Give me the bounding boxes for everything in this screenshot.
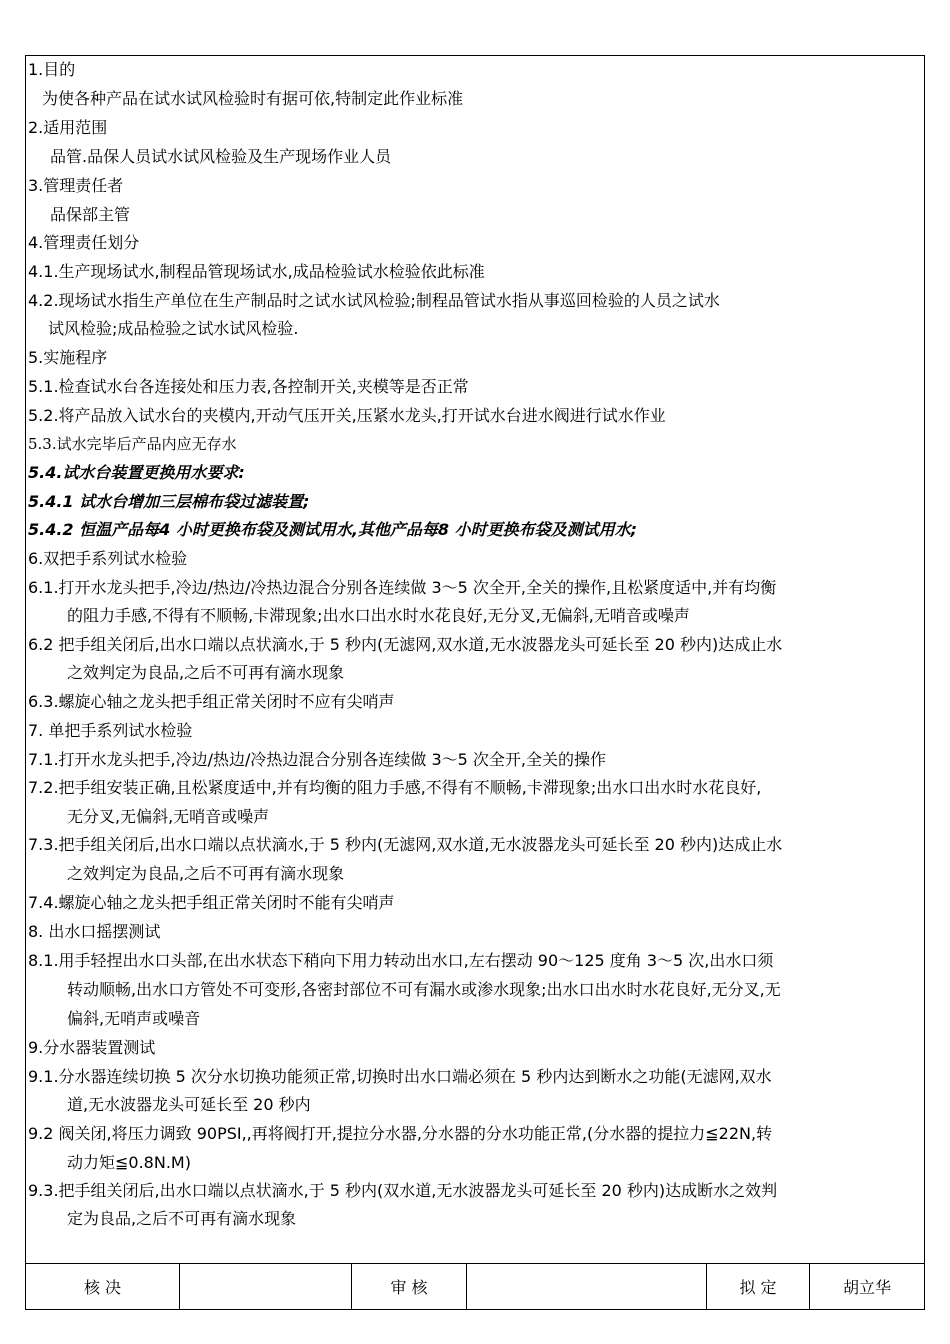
text-line: 5.3.试水完毕后产品内应无存水 [28,435,237,453]
text-line: 道,无水波器龙头可延长至 20 秒内 [67,1095,311,1114]
text-line: 4.管理责任划分 [28,233,140,252]
text-line: 3.管理责任者 [28,176,124,195]
review-value [467,1264,706,1309]
text-line: 4.1.生产现场试水,制程品管现场试水,成品检验试水检验依此标准 [28,262,485,281]
review-label: 审 核 [390,1278,428,1297]
text-line: 9.1.分水器连续切换 5 次分水切换功能须正常,切换时出水口端必须在 5 秒内达到断水之功能(无滤网,双水 [28,1067,772,1086]
text-line: 6.3.螺旋心轴之龙头把手组正常关闭时不应有尖哨声 [28,692,395,711]
text-line: 为使各种产品在试水试风检验时有据可依,特制定此作业标准 [42,89,464,108]
text-line: 9.分水器装置测试 [28,1038,156,1057]
check-value [180,1264,351,1309]
text-line: 动力矩≦0.8N.M) [67,1153,191,1172]
text-line: 5.4.试水台装置更换用水要求: [28,463,245,482]
text-line: 品管.品保人员试水试风检验及生产现场作业人员 [50,147,392,166]
approval-table [25,1263,925,1310]
text-line: 5.2.将产品放入试水台的夹模内,开动气压开关,压紧水龙头,打开试水台进水阀进行试水作业 [28,406,666,425]
text-line: 之效判定为良品,之后不可再有滴水现象 [67,663,345,682]
text-line: 9.3.把手组关闭后,出水口端以点状滴水,于 5 秒内(双水道,无水波器龙头可延长至 20 秒内)达成断水之效判 [28,1181,778,1200]
text-line: 4.2.现场试水指生产单位在生产制品时之试水试风检验;制程品管试水指从事巡回检验的人员之试水 [28,291,720,310]
draft-label: 拟 定 [739,1278,777,1297]
text-line: 的阻力手感,不得有不顺畅,卡滞现象;出水口出水时水花良好,无分叉,无偏斜,无哨音或噪声 [67,606,690,625]
text-line: 5.4.2 恒温产品每4 小时更换布袋及测试用水,其他产品每8 小时更换布袋及测试用水; [28,520,638,539]
text-line: 6.双把手系列试水检验 [28,549,188,568]
text-line: 7.3.把手组关闭后,出水口端以点状滴水,于 5 秒内(无滤网,双水道,无水波器龙头可延长至 20 秒内)达成止水 [28,835,783,854]
draft-value: 胡立华 [842,1278,891,1297]
text-line: 之效判定为良品,之后不可再有滴水现象 [67,864,345,883]
text-line: 8.1.用手轻捏出水口头部,在出水状态下稍向下用力转动出水口,左右摆动 90～125 度角 3～5 次,出水口须 [28,951,774,970]
text-line: 1.目的 [28,60,76,79]
text-line: 9.2 阀关闭,将压力调致 90PSI,,再将阀打开,提拉分水器,分水器的分水功能正常,(分水器的提拉力≦22N,转 [28,1124,773,1143]
text-line: 7. 单把手系列试水检验 [28,721,193,740]
text-line: 6.2 把手组关闭后,出水口端以点状滴水,于 5 秒内(无滤网,双水道,无水波器龙头可延长至 20 秒内)达成止水 [28,635,783,654]
text-line: 转动顺畅,出水口方管处不可变形,各密封部位不可有漏水或渗水现象;出水口出水时水花良好,无分叉,无 [67,980,781,999]
text-line: 7.4.螺旋心轴之龙头把手组正常关闭时不能有尖哨声 [28,893,395,912]
text-line: 5.1.检查试水台各连接处和压力表,各控制开关,夹模等是否正常 [28,377,469,396]
text-line: 无分叉,无偏斜,无哨音或噪声 [67,807,270,826]
text-line: 2.适用范围 [28,118,108,137]
text-line: 定为良品,之后不可再有滴水现象 [67,1209,297,1228]
text-line: 偏斜,无哨声或噪音 [67,1009,201,1028]
text-line: 8. 出水口摇摆测试 [28,922,161,941]
text-line: 试风检验;成品检验之试水试风检验. [48,319,299,338]
check-label: 核 决 [83,1278,122,1297]
text-line: 6.1.打开水龙头把手,冷边/热边/冷热边混合分别各连续做 3～5 次全开,全关的操作,且松紧度适中,并有均衡 [28,578,777,597]
text-line: 5.4.1 试水台增加三层棉布袋过滤装置; [28,492,310,511]
text-line: 5.实施程序 [28,348,108,367]
text-line: 7.1.打开水龙头把手,冷边/热边/冷热边混合分别各连续做 3～5 次全开,全关的操作 [28,750,607,769]
text-line: 7.2.把手组安装正确,且松紧度适中,并有均衡的阻力手感,不得有不顺畅,卡滞现象;出水口出水时水花良好, [28,778,762,797]
text-line: 品保部主管 [50,205,131,224]
